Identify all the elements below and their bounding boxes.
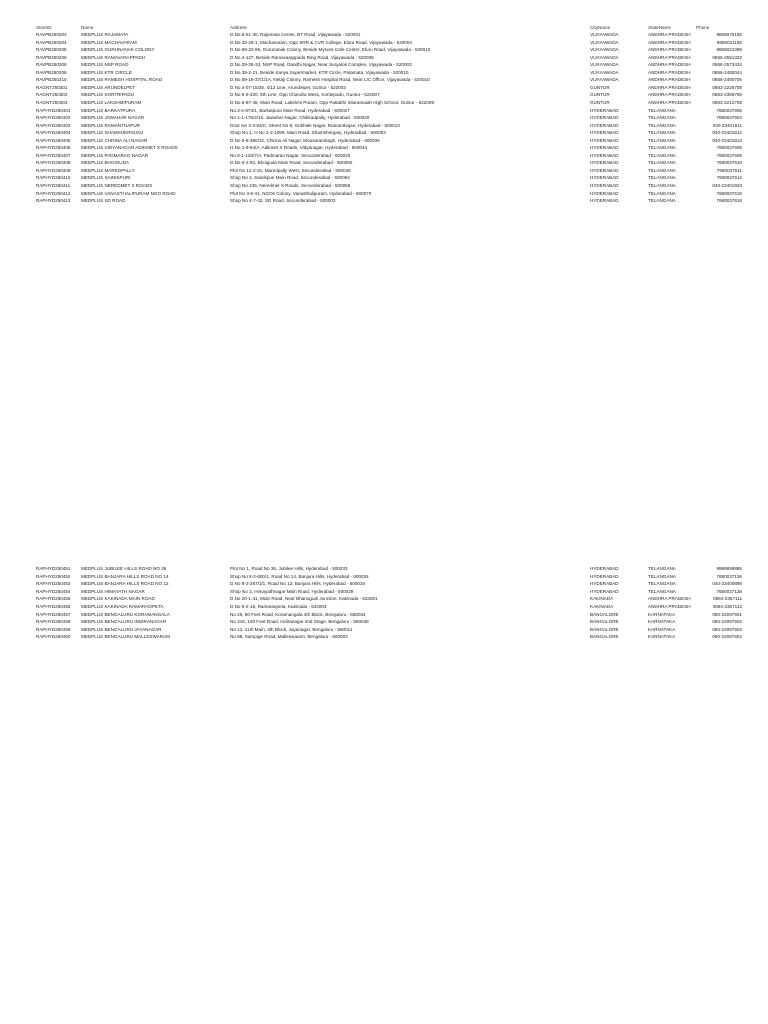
store-city-cell: BANGALORE [590, 626, 619, 632]
store-address-cell: Plot No 3-9-41, NGOs Colony, Vanasthalipuram, Hyderabad - 500070 [230, 190, 372, 196]
table-row [0, 159, 768, 167]
store-phone-cell: 0866-2551332 [712, 54, 742, 60]
store-state-cell: TELANGANA [648, 581, 676, 587]
store-phone-cell: 7680037618 [716, 198, 742, 204]
store-id-cell: RAPHYD250406 [36, 145, 71, 151]
store-name-cell: MEDPLUS RAJAMATA [81, 32, 129, 37]
header-name: Name [81, 25, 94, 30]
store-phone-cell: 7680037612 [716, 175, 742, 181]
store-name-cell: MEDPLUS GURUNANAK COLONY [81, 47, 155, 53]
table-row [0, 46, 768, 54]
store-name-cell: MEDPLUS NEREDMET X ROADS [81, 183, 153, 188]
store-state-cell: ANDHRA PRADESH [648, 69, 691, 75]
store-address-cell: D.No 8-2-287/1/1, Road No 12, Banjara Hills, Hyderabad - 500034 [230, 581, 366, 587]
store-address-cell: D.No.39-2-21, Beside Kanya Supermarket, KTR Circle, Patamata, Vijayawada - 520010 [230, 69, 409, 75]
store-name-cell: MEDPLUS MAREDPALLY [81, 167, 135, 173]
store-id-cell: RAPHYD250413 [36, 198, 71, 204]
store-city-cell: HYDERABAD [590, 145, 619, 151]
store-id-cell: RAVPB250205 [36, 47, 67, 53]
store-name-cell: MEDPLUS ARUNDELPET [81, 84, 136, 90]
store-address-cell: D.No 20-1-41, Main Road, Near Bhanugudi Junction, Kakinada - 533001 [230, 596, 378, 602]
store-name-cell: MEDPLUS LAKSHMIPURAM [81, 99, 142, 105]
store-address-cell: No 25, 80 Feet Road, Koramangala 4th Block, Bengaluru - 560034 [230, 611, 366, 617]
store-name-cell: MEDPLUS JUBILEE HILLS ROAD NO 36 [81, 566, 167, 571]
store-city-cell: GUNTUR [590, 99, 610, 105]
store-phone-cell: 0866-2573434 [712, 62, 742, 68]
store-phone-cell: 7680037136 [716, 573, 742, 579]
store-phone-cell: 040-23401813 [712, 137, 742, 143]
store-state-cell: ANDHRA PRADESH [648, 596, 691, 602]
store-id-cell: RAPHYD250456 [36, 604, 71, 609]
store-address-cell: No 1-1-175/2/10, Jawahar Nagar, Chikkadpally, Hyderabad - 500020 [230, 115, 370, 121]
store-address-cell: Shop No 3, Himayathnagar Main Road, Hyderabad - 500029 [230, 588, 354, 594]
store-id-cell: RAVPB250206 [36, 54, 67, 60]
store-state-cell: ANDHRA PRADESH [648, 32, 691, 37]
store-id-cell: RAVPB250208 [36, 62, 67, 68]
store-phone-cell: 9866021185 [716, 39, 742, 45]
store-state-cell: ANDHRA PRADESH [648, 47, 691, 53]
store-id-cell: RAPHYD250452 [36, 573, 71, 579]
store-phone-cell: 080-22097602 [712, 619, 742, 625]
store-address-cell: Shop No 4-7-42, SD Road, Secunderabad - 500003 [230, 198, 336, 204]
store-address-cell: Plot No 1, Road No 36, Jubilee Hills, Hyderabad - 500033 [230, 566, 348, 571]
store-address-cell: Shop No 2, Sainikpuri Main Road, Secunderabad - 500094 [230, 175, 350, 181]
store-id-cell: RAPHYD250454 [36, 588, 71, 594]
store-name-cell: MEDPLUS SD ROAD [81, 198, 126, 204]
store-address-cell: Shop No 245, Neredmet X Roads, Secunderabad - 500056 [230, 183, 351, 188]
store-phone-cell: 040-23401812 [712, 130, 742, 136]
store-name-cell: MEDPLUS CHINNA ALI NAGAR [81, 137, 148, 143]
store-phone-cell: 7680037610 [716, 160, 742, 166]
store-phone-cell: 7680037605 [716, 107, 742, 113]
store-address-cell: Shop No 8-2-600/1, Road No 14, Banjara Hills, Hyderabad - 500034 [230, 573, 369, 579]
store-city-cell: VIJAYAWADA [590, 47, 619, 53]
store-id-cell: RAGNT250303 [36, 99, 68, 105]
store-phone-cell: 040-23401823 [712, 183, 742, 188]
header-store-id: StoreID [36, 25, 52, 30]
store-city-cell: VIJAYAWADA [590, 77, 619, 83]
table-row [0, 69, 768, 77]
store-state-cell: TELANGANA [648, 152, 676, 158]
table-row [0, 91, 768, 99]
store-phone-cell: 0884-2367112 [712, 604, 742, 609]
table-row [0, 611, 768, 619]
store-phone-cell: 9866021098 [716, 47, 742, 53]
store-state-cell: TELANGANA [648, 167, 676, 173]
store-state-cell: TELANGANA [648, 566, 676, 571]
table-row [0, 84, 768, 92]
store-state-cell: TELANGANA [648, 183, 676, 188]
store-state-cell: TELANGANA [648, 130, 676, 136]
store-state-cell: TELANGANA [648, 115, 676, 121]
store-city-cell: HYDERABAD [590, 130, 619, 136]
store-address-cell: D.No.59-22-96, Gurunanak Colony, Beside Mysore Cafe Center, Eluru Road, Vijayawada - 520010 [230, 47, 431, 53]
store-city-cell: BANGALORE [590, 611, 619, 617]
table-row [0, 61, 768, 69]
header-city: CityName [590, 25, 611, 30]
store-phone-cell: 9866075185 [716, 32, 742, 37]
store-name-cell: MEDPLUS PADMARAO NAGAR [81, 152, 149, 158]
table-row [0, 626, 768, 634]
store-state-cell: KARNATAKA [648, 634, 676, 640]
store-city-cell: HYDERABAD [590, 183, 619, 188]
store-address-cell: D.No.33-25-1, Machavaram, Opp SRR & CVR College, Eluru Road, Vijayawada - 520004 [230, 39, 412, 45]
store-city-cell: HYDERABAD [590, 160, 619, 166]
store-phone-cell: 7680037609 [716, 152, 742, 158]
store-name-cell: MEDPLUS BENGALURU MALLESWARAM [81, 634, 170, 640]
store-name-cell: MEDPLUS BANJARA HILLS ROAD NO 12 [81, 581, 169, 587]
store-city-cell: VIJAYAWADA [590, 32, 619, 37]
store-name-cell: MEDPLUS BANJARA HILLS ROAD NO 14 [81, 573, 169, 579]
store-state-cell: TELANGANA [648, 122, 676, 128]
store-name-cell: MEDPLUS BENGALURU KORAMANGALA [81, 611, 170, 617]
store-state-cell: ANDHRA PRADESH [648, 99, 691, 105]
store-id-cell: RAGNT250302 [36, 92, 68, 98]
store-id-cell: RAPHYD250451 [36, 566, 71, 571]
store-name-cell: MEDPLUS NSP ROAD [81, 62, 129, 68]
store-city-cell: HYDERABAD [590, 115, 619, 121]
store-city-cell: HYDERABAD [590, 137, 619, 143]
store-name-cell: MEDPLUS RAMAVARAPPADU [81, 54, 146, 60]
table-row [0, 39, 768, 47]
store-phone-cell: 0866-2480706 [712, 77, 742, 83]
table-row [0, 174, 768, 182]
store-name-cell: MEDPLUS BENGALURU JAYANAGAR [81, 626, 162, 632]
store-state-cell: TELANGANA [648, 137, 676, 143]
header-address: Address [230, 25, 247, 30]
store-id-cell: RAPHYD250402 [36, 115, 71, 121]
store-id-cell: RAPHYD250409 [36, 167, 71, 173]
store-name-cell: MEDPLUS RAMESH HOSPITAL ROAD [81, 77, 163, 83]
table-row [0, 114, 768, 122]
store-state-cell: ANDHRA PRADESH [648, 92, 691, 98]
store-phone-cell: 0863-2356766 [712, 92, 742, 98]
store-city-cell: HYDERABAD [590, 566, 619, 571]
store-name-cell: MEDPLUS SAINIKPURI [81, 175, 131, 181]
table-row [0, 618, 768, 626]
store-city-cell: GUNTUR [590, 92, 610, 98]
store-id-cell: RAPHYD250459 [36, 626, 71, 632]
store-name-cell: MEDPLUS BENGALURU INDIRANAGAR [81, 619, 167, 625]
store-address-cell: No.3-4-874/1, Barkatpura Main Road, Hyderabad - 500027 [230, 107, 350, 113]
table-row [0, 190, 768, 198]
store-state-cell: TELANGANA [648, 198, 676, 204]
store-state-cell: ANDHRA PRADESH [648, 84, 691, 90]
table-row [0, 580, 768, 588]
header-phone: Phone [696, 25, 710, 30]
store-id-cell: RAPHYD250410 [36, 175, 71, 181]
store-city-cell: VIJAYAWADA [590, 62, 619, 68]
store-city-cell: HYDERABAD [590, 588, 619, 594]
store-phone-cell: 7680037604 [716, 115, 742, 121]
store-state-cell: KARNATAKA [648, 611, 676, 617]
store-state-cell: TELANGANA [648, 588, 676, 594]
table-row [0, 129, 768, 137]
store-name-cell: MEDPLUS VANASTHALIPURAM NGO ROAD [81, 190, 176, 196]
store-name-cell: MEDPLUS KTR CIRCLE [81, 69, 132, 75]
store-address-cell: Plot No 12-2-31, Maredpally West, Secunderabad - 500026 [230, 167, 351, 173]
store-address-cell: No 12, 11th Main, 4th Block, Jayanagar, Bengaluru - 560011 [230, 626, 353, 632]
store-city-cell: HYDERABAD [590, 573, 619, 579]
store-id-cell: RAPHYD250460 [36, 634, 71, 640]
store-name-cell: MEDPLUS KAKINADA MAIN ROAD [81, 596, 155, 602]
store-phone-cell: 080-22097603 [712, 626, 742, 632]
store-id-cell: RAPHYD250412 [36, 190, 71, 196]
store-phone-cell: 0884-2367111 [713, 596, 742, 602]
store-id-cell: RAPHYD250457 [36, 611, 71, 617]
store-address-cell: D.No.4-127, Beside Ramavarappadu Ring Road, Vijayawada - 520008 [230, 54, 374, 60]
store-city-cell: HYDERABAD [590, 581, 619, 587]
store-state-cell: TELANGANA [648, 175, 676, 181]
store-city-cell: GUNTUR [590, 84, 610, 90]
store-id-cell: RAVPB250209 [36, 69, 67, 75]
header-state: StateName [648, 25, 671, 30]
store-state-cell: TELANGANA [648, 160, 676, 166]
store-name-cell: MEDPLUS JAWAHAR NAGAR [81, 115, 145, 121]
store-phone-cell: 9989899886 [716, 566, 742, 571]
store-id-cell: RAPHYD250403 [36, 122, 71, 128]
table-row [0, 122, 768, 130]
store-phone-cell: 0863-2212708 [712, 99, 742, 105]
store-city-cell: VIJAYAWADA [590, 54, 619, 60]
store-name-cell: MEDPLUS SHAMSHERGUNJ [81, 130, 144, 136]
store-state-cell: ANDHRA PRADESH [648, 77, 691, 83]
store-state-cell: KARNATAKA [648, 619, 676, 625]
store-address-cell: D.No.8-51-30, Rajamata Center, BT Road, Vijayawada - 520001 [230, 32, 361, 37]
store-id-cell: RAVPB250203 [36, 32, 67, 37]
store-id-cell: RAPHYD250404 [36, 130, 71, 136]
store-id-cell: RAPHYD250458 [36, 619, 71, 625]
store-phone-cell: 0863-2226708 [712, 84, 742, 90]
table-row [0, 152, 768, 160]
store-phone-cell: 040-23400898 [712, 581, 742, 587]
table-row [0, 633, 768, 641]
store-address-cell: H.No 1-9-64/A, Adikmet X Roads, Vidyanagar, Hyderabad - 500044 [230, 145, 368, 151]
store-id-cell: RAPHYD250401 [36, 107, 71, 113]
store-id-cell: RAPHYD250407 [36, 152, 71, 158]
table-row [0, 565, 768, 573]
store-address-cell: D.No.59-19-37/1/1A, Netaji Colony, Ramesh Hospital Road, Near LIC Office, Vijayawada - 520010 [230, 77, 430, 83]
table-row [0, 31, 768, 39]
store-city-cell: HYDERABAD [590, 190, 619, 196]
store-city-cell: BANGALORE [590, 634, 619, 640]
store-address-cell: D.No.5-87-48, Main Road, Lakshmi Puram, Opp Pattabhi Sitaramaiah High School, Guntur - 522006 [230, 99, 435, 105]
store-address-cell: D.No.29-26-33, NSP Road, Gandhi Nagar, Near Suryalok Complex, Vijayawada - 520003 [230, 62, 412, 68]
store-city-cell: VIJAYAWADA [590, 39, 619, 45]
table-row [0, 182, 768, 190]
store-phone-cell: 7680037611 [716, 167, 742, 173]
store-city-cell: KAKINADA [590, 604, 614, 609]
store-name-cell: MEDPLUS VIDYANAGAR ADIKMET X ROADS [81, 145, 178, 151]
store-phone-cell: 7680037138 [716, 588, 742, 594]
store-address-cell: D.No 5-8-380/12, Chinna Ali Nagar, Moosarambagh, Hyderabad - 500036 [230, 137, 380, 143]
store-state-cell: ANDHRA PRADESH [648, 604, 691, 609]
store-state-cell: TELANGANA [648, 573, 676, 579]
store-id-cell: RAGNT250301 [36, 84, 68, 90]
store-name-cell: MEDPLUS BHOIGUDA [81, 160, 129, 166]
store-address-cell: D.No 5-2-18, Ramaraopeta, Kakinada - 533004 [230, 604, 327, 609]
store-address-cell: No 316, 100 Feet Road, Indiranagar 2nd Stage, Bengaluru - 560038 [230, 619, 369, 625]
store-id-cell: RAPHYD250453 [36, 581, 71, 587]
table-row [0, 137, 768, 145]
store-phone-cell: 040-23401811 [712, 122, 742, 128]
table-row [0, 588, 768, 596]
table-row [0, 76, 768, 84]
store-id-cell: RAVPB250210 [36, 77, 67, 83]
store-city-cell: HYDERABAD [590, 122, 619, 128]
store-name-cell: MEDPLUS HIMAYATH NAGAR [81, 588, 145, 594]
store-city-cell: HYDERABAD [590, 167, 619, 173]
store-phone-cell: 080-22097604 [712, 634, 742, 640]
store-id-cell: RAVPB250204 [36, 39, 67, 45]
store-state-cell: KARNATAKA [648, 626, 676, 632]
table-row [0, 144, 768, 152]
store-state-cell: ANDHRA PRADESH [648, 54, 691, 60]
table-row [0, 54, 768, 62]
store-city-cell: BANGALORE [590, 619, 619, 625]
store-name-cell: MEDPLUS KORITEPADU [81, 92, 135, 98]
store-city-cell: HYDERABAD [590, 107, 619, 113]
table-row [0, 595, 768, 603]
store-city-cell: HYDERABAD [590, 198, 619, 204]
store-name-cell: MEDPLUS KAKINADA RAMARAOPETA [81, 604, 164, 609]
store-id-cell: RAPHYD250405 [36, 137, 71, 143]
store-city-cell: VIJAYAWADA [590, 69, 619, 75]
store-address-cell: D.No.6-5-320, 6th Line, Opp Chandra Mess, Koritepadu, Guntur - 522007 [230, 92, 380, 98]
store-address-cell: D.No.4-07-15/26, 4/12 Line, Arundelpet, Guntur - 522002 [230, 84, 346, 90]
store-name-cell: MEDPLUS MACHAVARAM [81, 39, 137, 45]
table-row [0, 603, 768, 611]
store-state-cell: ANDHRA PRADESH [648, 62, 691, 68]
store-phone-cell: 0866-2480044 [712, 69, 742, 75]
table-row [0, 107, 768, 115]
store-city-cell: HYDERABAD [590, 152, 619, 158]
store-address-cell: No 88, Sampige Road, Malleswaram, Bengaluru - 560003 [230, 634, 348, 640]
store-id-cell: RAPHYD250408 [36, 160, 71, 166]
store-name-cell: MEDPLUS RAMANTHAPUR [81, 122, 140, 128]
store-phone-cell: 7680037615 [716, 190, 742, 196]
store-state-cell: TELANGANA [648, 107, 676, 113]
store-id-cell: RAPHYD250411 [36, 183, 71, 188]
store-city-cell: KAKINADA [590, 596, 614, 602]
store-phone-cell: 7680037606 [716, 145, 742, 151]
store-state-cell: ANDHRA PRADESH [648, 39, 691, 45]
store-address-cell: Shop No 1, H.No 2-2-1089, Main Road, Shamsherganj, Hyderabad - 500053 [230, 130, 386, 136]
table-row [0, 573, 768, 581]
store-state-cell: TELANGANA [648, 145, 676, 151]
store-address-cell: Door No 2-3-64/C, Street No 8, Gokhale Nagar, Ramanthapur, Hyderabad - 500013 [230, 122, 400, 128]
store-address-cell: D.No 6-2-92, Bhoiguda Main Road, Secunderabad - 500080 [230, 160, 353, 166]
store-name-cell: MEDPLUS BARKATPURA [81, 107, 136, 113]
table-row [0, 99, 768, 107]
store-id-cell: RAPHYD250455 [36, 596, 71, 602]
table-row [0, 197, 768, 205]
store-address-cell: No 8-1-128/7/A, Padmarao Nagar, Secunderabad - 500025 [230, 152, 351, 158]
store-state-cell: TELANGANA [648, 190, 676, 196]
store-city-cell: HYDERABAD [590, 175, 619, 181]
store-phone-cell: 080-22097601 [712, 611, 742, 617]
table-row [0, 167, 768, 175]
